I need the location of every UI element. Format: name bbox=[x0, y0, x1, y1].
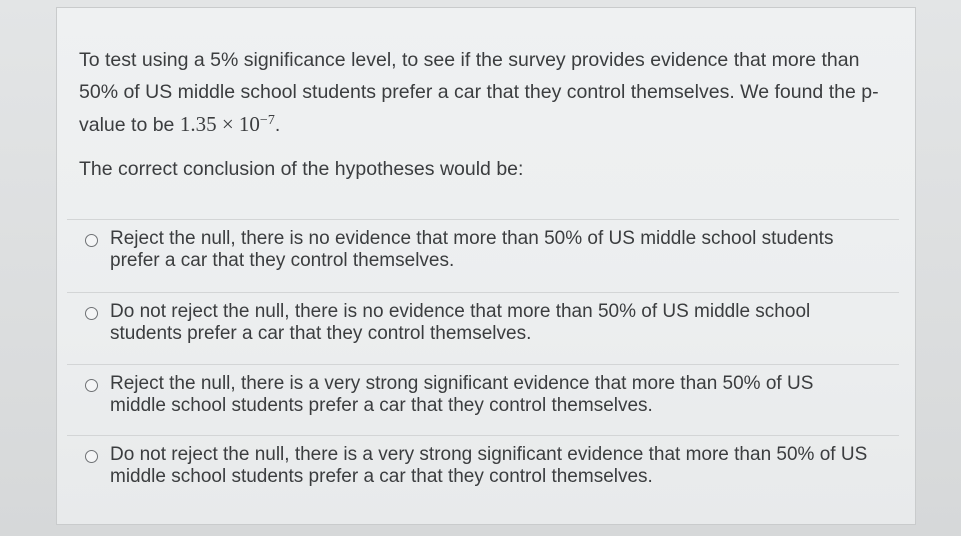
p-value-mantissa: 1.35 × 10 bbox=[179, 112, 260, 136]
option-1[interactable] bbox=[67, 220, 899, 292]
option-4[interactable] bbox=[67, 436, 899, 506]
option-1-label[interactable]: Reject the null, there is no evidence that more than 50% of US middle school students prefer a car that they control themselves. bbox=[110, 228, 834, 271]
question-text bbox=[79, 44, 899, 141]
question-end: . bbox=[274, 114, 281, 136]
question-card bbox=[56, 7, 916, 525]
radio-option-3[interactable] bbox=[85, 379, 98, 392]
option-4-label[interactable]: Do not reject the null, there is a very strong significant evidence that more than 50% of US middle school students prefer a car that they control themselves. bbox=[110, 444, 868, 487]
question-body: To test using a 5% significance level, to see if the survey provides evidence that more than 50% of US middle school students prefer a car that they control themselves. We found the p-value to be bbox=[79, 49, 879, 136]
radio-option-4[interactable] bbox=[85, 450, 98, 463]
option-2[interactable] bbox=[67, 293, 899, 364]
conclusion-prompt: The correct conclusion of the hypotheses would be: bbox=[79, 158, 524, 180]
option-2-label[interactable]: Do not reject the null, there is no evidence that more than 50% of US middle school students prefer a car that they control themselves. bbox=[110, 301, 811, 344]
p-value-exponent: −7 bbox=[259, 113, 275, 128]
option-3-label[interactable]: Reject the null, there is a very strong significant evidence that more than 50% of US middle school students prefer a car that they control themselves. bbox=[110, 373, 814, 416]
answer-options bbox=[67, 219, 899, 506]
option-3[interactable] bbox=[67, 365, 899, 435]
radio-option-2[interactable] bbox=[85, 307, 98, 320]
radio-option-1[interactable] bbox=[85, 234, 98, 247]
p-value bbox=[180, 112, 275, 136]
